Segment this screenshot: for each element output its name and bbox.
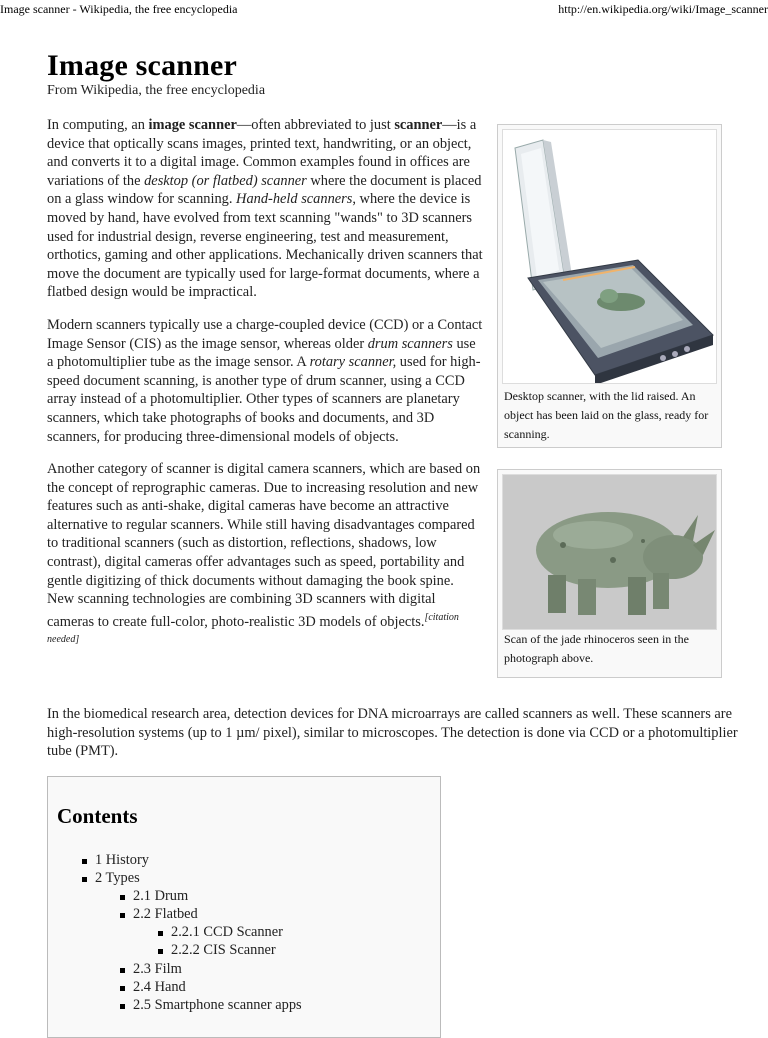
text: Another category of scanner is digital camera scanners, which are based on the concept of reprographic cameras. Due to increasing resolution and new features such as anti-shake, digital cameras have become an attractive alternative to regular scanners. While still having disadvantages compared to traditional scanners (such as distortion, reflections, shadows, low contrast), digital cameras offer advantages such as speed, portability and gentle digitizing of thick documents without damaging the book spine. New scanning technologies are combining 3D scanners with digital cameras to create full-color, photo-realistic 3D models of objects.: [47, 461, 481, 630]
page-title-header: Image scanner - Wikipedia, the free encyclopedia: [0, 2, 238, 16]
page-url: http://en.wikipedia.org/wiki/Image_scanner: [558, 2, 768, 16]
text: , where the device is moved by hand, have evolved from text scanning "wands" to 3D scanners used for industrial design, reverse engineering, test and measurement, orthotics, gaming and other applications. Mechanically driven scanners that move the document are typically used for large-format documents, where a flatbed design would be impractical.: [47, 191, 483, 301]
article-title: Image scanner: [47, 49, 238, 82]
figure-caption: Desktop scanner, with the lid raised. An object has been laid on the glass, ready for scanning.: [504, 389, 709, 441]
toc-item-drum[interactable]: 2.1 Drum: [133, 888, 189, 904]
toc-item-ccd-scanner[interactable]: 2.2.1 CCD Scanner: [171, 924, 283, 940]
text: used for high-speed document scanning, is another type of drum scanner, using a CCD array instead of a photomultiplier. Other types of scanners are planetary scanners, which take photographs of books and documents, and 3D scanners, for producing three-dimensional models of objects.: [47, 354, 481, 445]
link-rotary-scanner[interactable]: rotary scanner,: [309, 354, 397, 371]
figure-jade-rhinoceros: [497, 469, 722, 678]
desktop-scanner-image[interactable]: [502, 129, 717, 384]
article-subtitle: From Wikipedia, the free encyclopedia: [47, 83, 266, 98]
table-of-contents: [47, 776, 441, 1038]
link-desktop-scanner[interactable]: desktop (or flatbed) scanner: [144, 172, 307, 189]
paragraph-camera-scanners: [47, 460, 483, 654]
figure-desktop-scanner: [497, 124, 722, 448]
paragraph-biomedical: In the biomedical research area, detection devices for DNA microarrays are called scanners as well. These scanners are high-resolution systems (up to 1 µm/ pixel), similar to microscopes. The detection is done via CCD or a photomultiplier tube (PMT).: [47, 706, 738, 760]
bold-term: image scanner: [148, 117, 237, 133]
link-hand-held-scanners[interactable]: Hand-held scanners: [236, 191, 353, 208]
toc-title: Contents: [57, 804, 138, 828]
bold-term: scanner: [394, 117, 443, 133]
text: use a photomultiplier tube as the image sensor. A: [47, 335, 476, 371]
article-body: [47, 116, 483, 668]
toc-item-history[interactable]: 1 History: [95, 852, 149, 868]
toc-item-smartphone-scanner-apps[interactable]: 2.5 Smartphone scanner apps: [133, 997, 302, 1013]
paragraph-intro: [47, 116, 483, 302]
link-drum-scanners[interactable]: drum scanners: [367, 335, 453, 352]
toc-item-hand[interactable]: 2.4 Hand: [133, 979, 186, 995]
print-header: [0, 0, 768, 18]
toc-item-film[interactable]: 2.3 Film: [133, 961, 182, 977]
text: Modern scanners typically use a charge-coupled device (CCD) or a Contact Image Sensor (CIS) as the image sensor, whereas older: [47, 316, 483, 352]
toc-item-types[interactable]: 2 Types: [95, 870, 140, 886]
toc-item-flatbed[interactable]: 2.2 Flatbed: [133, 906, 198, 922]
text: In computing, an: [47, 117, 149, 133]
rhinoceros-illustration: [503, 475, 716, 629]
jade-rhinoceros-image[interactable]: [502, 474, 717, 630]
text: —often abbreviated to just: [236, 117, 395, 133]
toc-item-cis-scanner[interactable]: 2.2.2 CIS Scanner: [171, 942, 276, 958]
text: where the document is placed on a glass window for scanning.: [47, 172, 482, 208]
text: —is a device that optically scans images, printed text, handwriting, or an object, and converts it to a digital image. Common examples found in offices are variations of the: [47, 117, 477, 189]
figure-caption: Scan of the jade rhinoceros seen in the photograph above.: [504, 632, 689, 665]
citation-needed-link[interactable]: [citation needed]: [47, 611, 459, 646]
paragraph-sensors: [47, 316, 483, 446]
scanner-illustration: [503, 130, 716, 383]
